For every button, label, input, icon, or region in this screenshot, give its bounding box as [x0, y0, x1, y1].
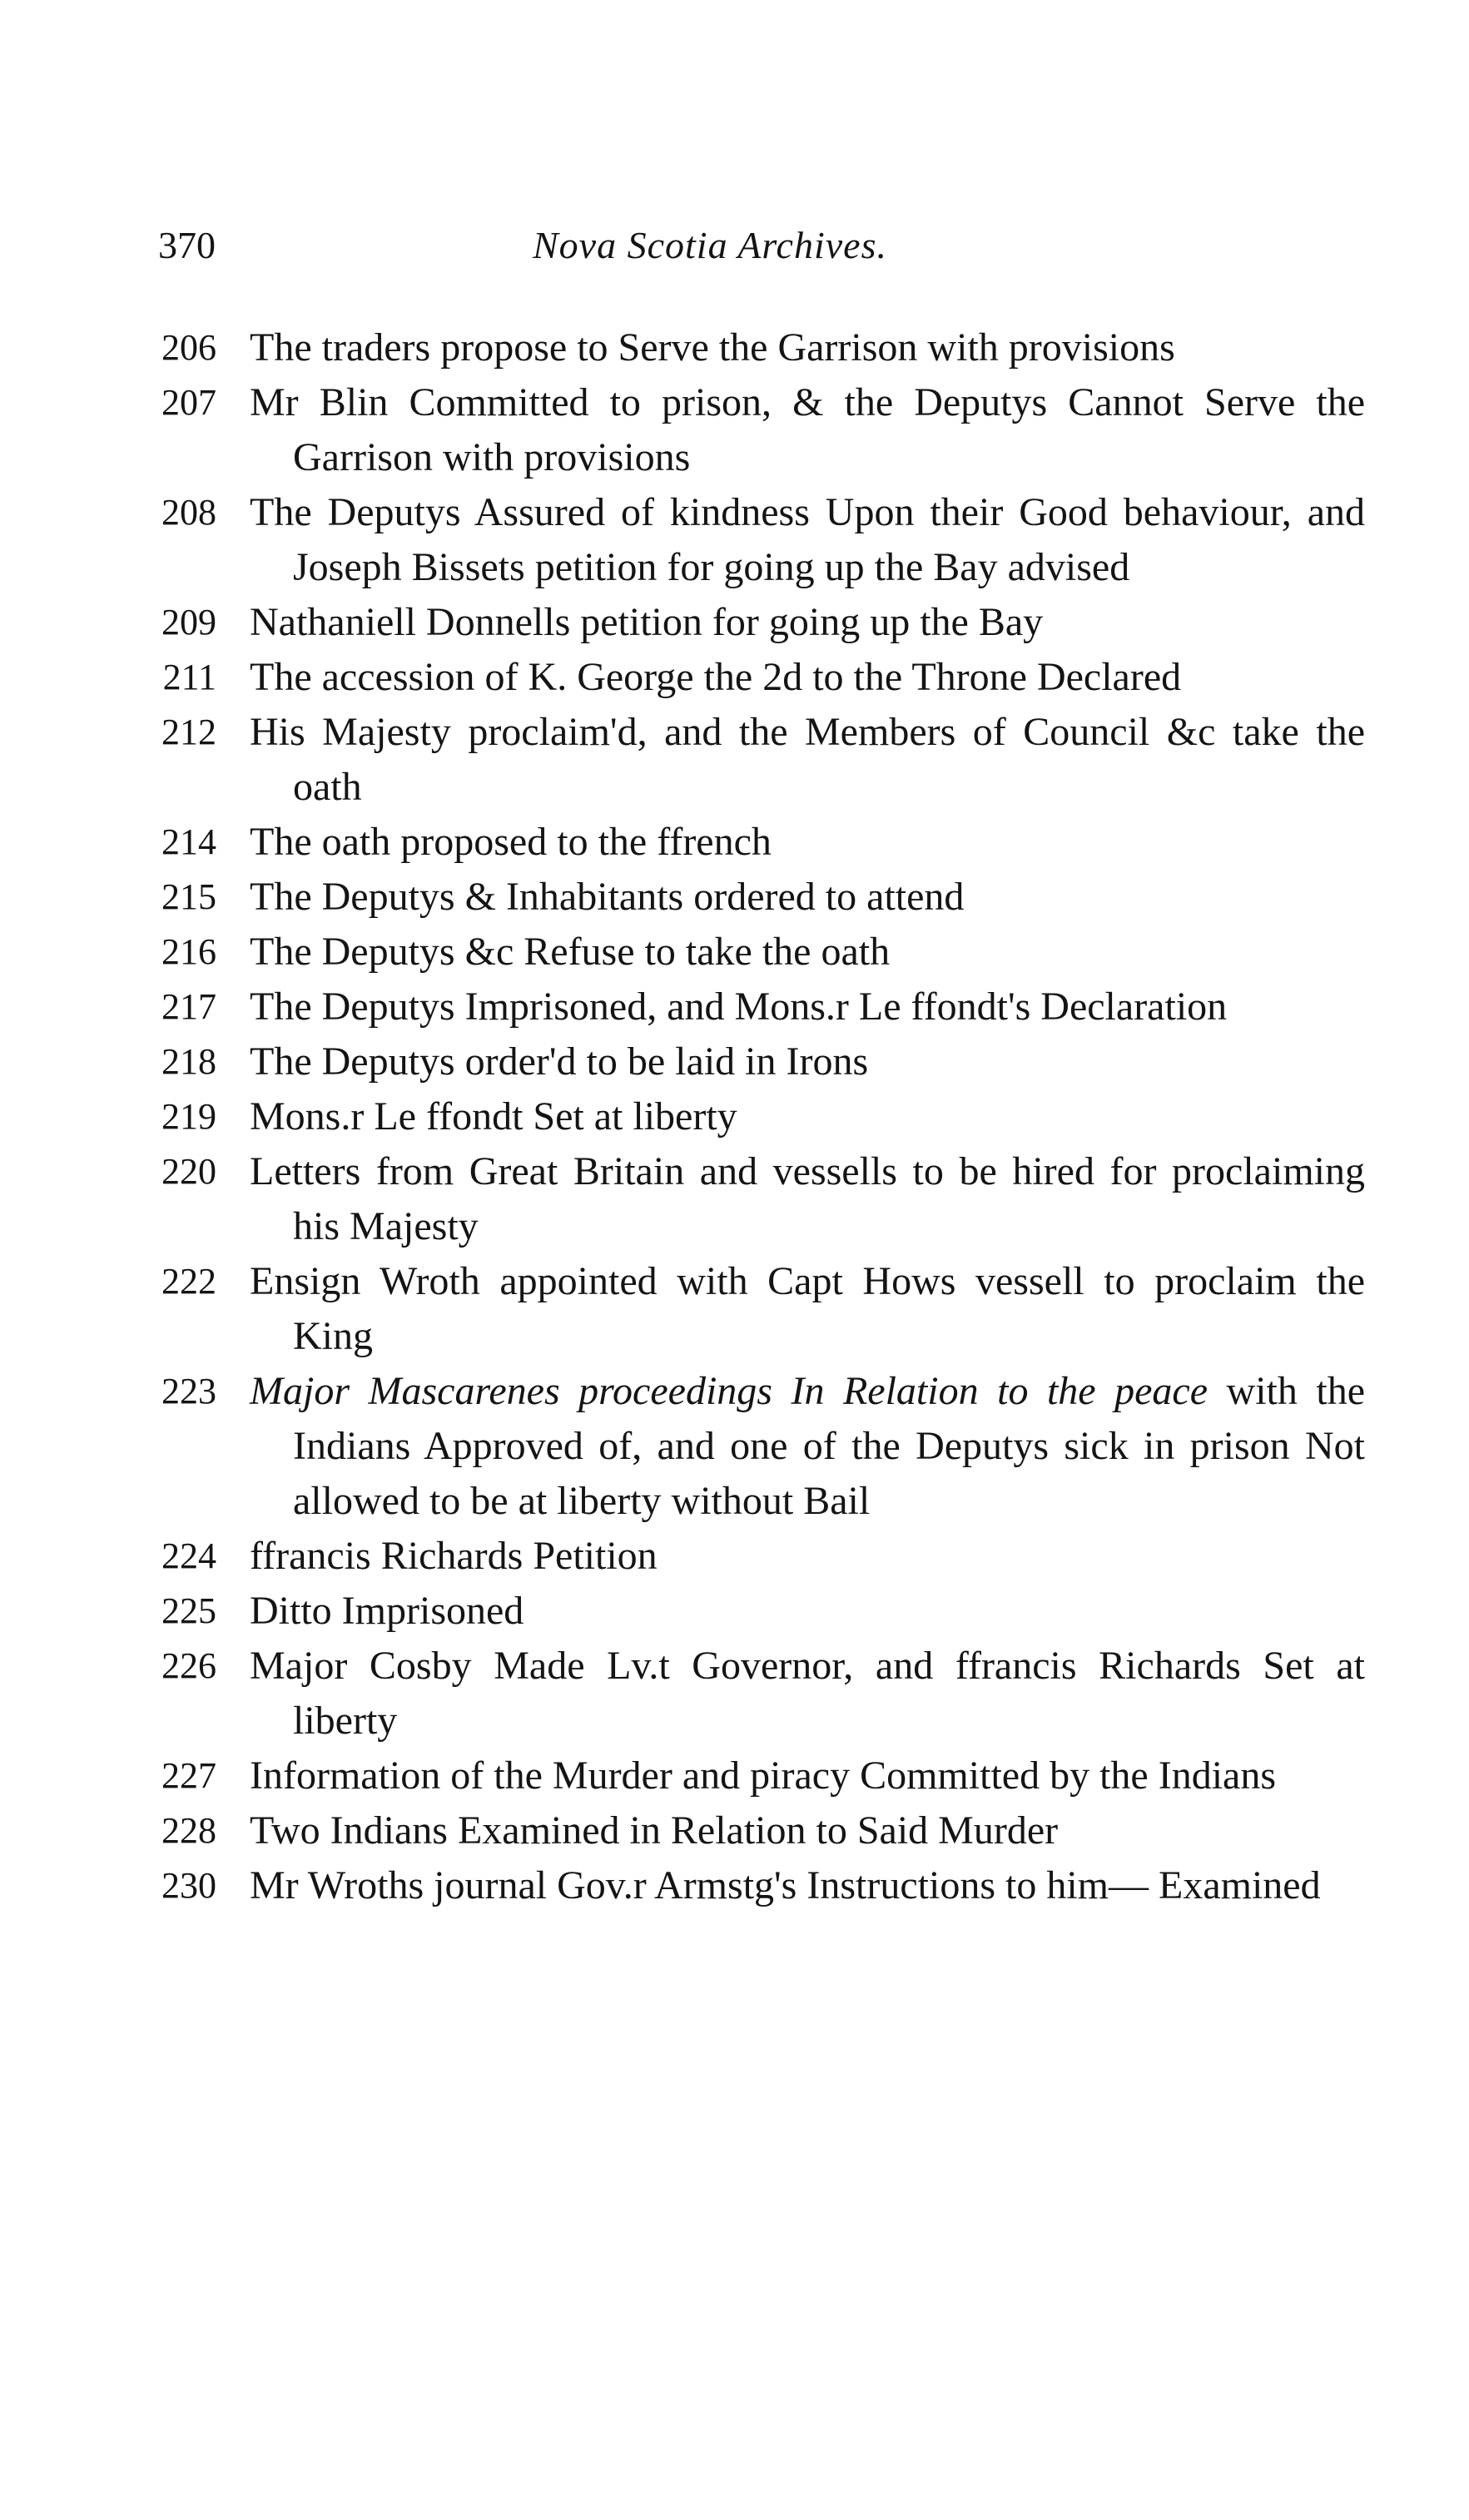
entry-number: 225 [161, 1590, 216, 1631]
entry-number: 208 [161, 492, 216, 533]
index-entry [141, 815, 1365, 870]
index-entry [141, 870, 1365, 925]
entry-text: The traders propose to Serve the Garrison with provisions [250, 325, 1175, 370]
index-entry [141, 1858, 1365, 1913]
index-entry [141, 1803, 1365, 1858]
running-head: Nova Scotia Archives. [533, 224, 887, 266]
entry-number: 218 [161, 1041, 216, 1082]
index-entry [141, 375, 1365, 485]
entry-text: Major Cosby Made Lv.t Governor, and ffrancis Richards Set at liberty [250, 1644, 1365, 1743]
entry-text: The accession of K. George the 2d to the Throne Declared [250, 655, 1182, 699]
index-entry [141, 1584, 1365, 1639]
index-entry [141, 485, 1365, 595]
entry-number: 223 [161, 1371, 216, 1411]
entry-text: The Deputys & Inhabitants ordered to attend [250, 875, 965, 919]
entry-text: The oath proposed to the ffrench [250, 820, 772, 864]
index-entry [141, 1639, 1365, 1749]
index-entry [141, 595, 1365, 650]
entry-text: Mons.r Le ffondt Set at liberty [250, 1094, 737, 1138]
entry-number: 215 [161, 876, 216, 917]
entry-text: Letters from Great Britain and vessells to be hired for proclaiming his Majesty [250, 1149, 1365, 1248]
entry-text: Mr Blin Committed to prison, & the Deputys Cannot Serve the Garrison with provisions [250, 380, 1365, 479]
entry-text-roman-part: with the Indians Approved of, and one of the Deputys sick in prison Not allowed to be at liberty without Bail [293, 1369, 1366, 1523]
index-entry [141, 320, 1365, 375]
entry-number: 211 [162, 657, 216, 697]
entry-text: Two Indians Examined in Relation to Said Murder [250, 1808, 1059, 1853]
entry-number: 214 [161, 821, 216, 862]
index-entry [141, 1089, 1365, 1144]
page-header [158, 223, 1365, 281]
entry-number: 206 [161, 327, 216, 368]
index-entry [141, 1254, 1365, 1364]
entry-text: The Deputys &c Refuse to take the oath [250, 930, 891, 974]
page-number: 370 [158, 224, 216, 266]
entry-number: 219 [161, 1096, 216, 1137]
index-entry [141, 705, 1365, 815]
index-entry [141, 1034, 1365, 1089]
entry-text [250, 1364, 1365, 1529]
index-entry [141, 650, 1365, 705]
entry-text-italic-part: Major Mascarenes proceedings In Relation to the peace [250, 1369, 1208, 1413]
index-entry [141, 1364, 1365, 1529]
entry-text: The Deputys Assured of kindness Upon their Good behaviour, and Joseph Bissets petition for going up the Bay advised [250, 490, 1365, 589]
index-entries [141, 320, 1365, 1913]
entry-text: Ensign Wroth appointed with Capt Hows vessell to proclaim the King [250, 1259, 1365, 1358]
entry-text: Mr Wroths journal Gov.r Armstg's Instructions to him— Examined [250, 1863, 1321, 1907]
entry-text: The Deputys order'd to be laid in Irons [250, 1039, 869, 1084]
entry-number: 224 [161, 1535, 216, 1576]
entry-text: His Majesty proclaim'd, and the Members of Council &c take the oath [250, 710, 1365, 809]
entry-number: 212 [161, 712, 216, 752]
entry-number: 228 [161, 1810, 216, 1851]
entry-number: 217 [161, 986, 216, 1027]
entry-number: 226 [161, 1645, 216, 1686]
index-entry [141, 1144, 1365, 1254]
index-entry [141, 1749, 1365, 1803]
entry-number: 207 [161, 382, 216, 423]
entry-text: Nathaniell Donnells petition for going up the Bay [250, 600, 1044, 644]
entry-number: 230 [161, 1865, 216, 1906]
entry-text: Information of the Murder and piracy Committed by the Indians [250, 1754, 1277, 1798]
entry-number: 227 [161, 1755, 216, 1796]
entry-number: 220 [161, 1151, 216, 1192]
entry-text: Ditto Imprisoned [250, 1589, 524, 1633]
index-entry [141, 925, 1365, 980]
index-entry [141, 1529, 1365, 1584]
entry-text: ffrancis Richards Petition [250, 1534, 658, 1578]
entry-text: The Deputys Imprisoned, and Mons.r Le ffondt's Declaration [250, 985, 1228, 1029]
entry-number: 222 [161, 1261, 216, 1302]
index-entry [141, 980, 1365, 1034]
entry-number: 209 [161, 602, 216, 642]
entry-number: 216 [161, 931, 216, 972]
